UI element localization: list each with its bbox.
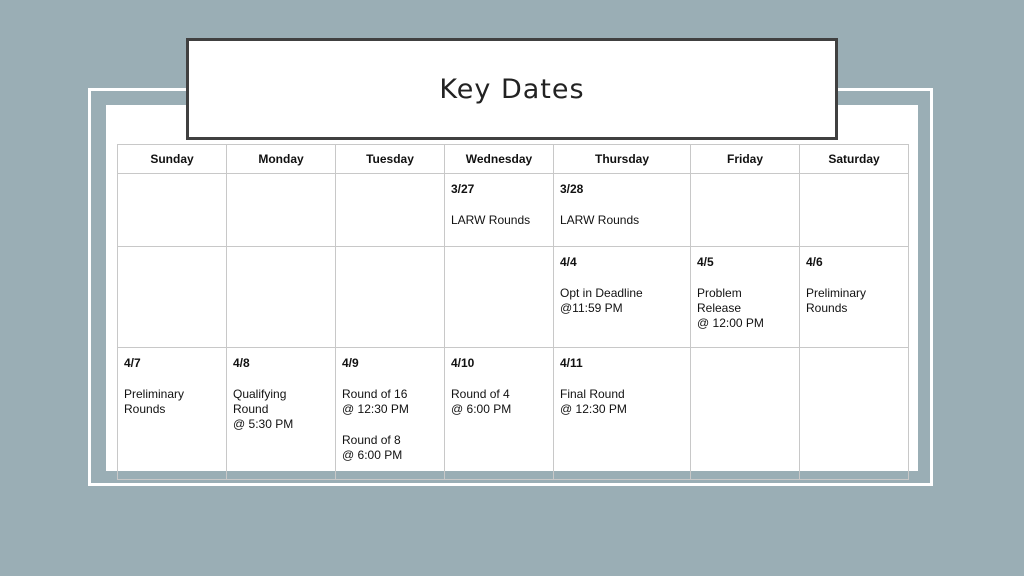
- calendar-date: 4/4: [560, 255, 577, 269]
- calendar-date: 4/5: [697, 255, 714, 269]
- calendar-event: Final Round @ 12:30 PM: [560, 387, 627, 416]
- calendar-day-cell: [118, 348, 227, 480]
- calendar-day-cell: [227, 174, 336, 247]
- calendar-event: Preliminary Rounds: [806, 286, 867, 315]
- calendar-date: 3/28: [560, 182, 584, 196]
- calendar-day-cell: [336, 348, 445, 480]
- calendar-day-cell: [445, 247, 554, 348]
- calendar-day-cell: [554, 348, 691, 480]
- calendar-event: Round of 4 @ 6:00 PM: [451, 387, 512, 416]
- calendar-day-cell: [691, 174, 800, 247]
- calendar-week-row: [118, 348, 909, 480]
- calendar-date: 4/6: [806, 255, 823, 269]
- calendar-event: LARW Rounds: [451, 213, 531, 227]
- day-header-tuesday: Tuesday: [336, 145, 445, 174]
- calendar-date: 3/27: [451, 182, 475, 196]
- calendar-date: 4/8: [233, 356, 250, 370]
- title-box: [186, 38, 838, 140]
- calendar-event: Round of 16 @ 12:30 PM: [342, 387, 409, 416]
- calendar-day-cell: [691, 247, 800, 348]
- calendar-day-cell: [800, 174, 909, 247]
- calendar-event: Problem Release @ 12:00 PM: [697, 286, 764, 330]
- calendar-day-cell: [445, 348, 554, 480]
- day-header-wednesday: Wednesday: [445, 145, 554, 174]
- calendar-day-cell: [118, 174, 227, 247]
- calendar-day-cell: [118, 247, 227, 348]
- day-header-thursday: Thursday: [554, 145, 691, 174]
- calendar-date: 4/9: [342, 356, 359, 370]
- calendar-day-cell: [554, 247, 691, 348]
- day-header-friday: Friday: [691, 145, 800, 174]
- day-header-monday: Monday: [227, 145, 336, 174]
- calendar-event: LARW Rounds: [560, 213, 640, 227]
- calendar-day-cell: [691, 348, 800, 480]
- calendar-week-row: [118, 174, 909, 247]
- calendar-table: [117, 144, 909, 480]
- calendar-date: 4/11: [560, 356, 583, 370]
- slide-title: Key Dates: [439, 73, 585, 105]
- calendar-day-cell: [554, 174, 691, 247]
- calendar-header-row: [118, 145, 909, 174]
- calendar-week-row: [118, 247, 909, 348]
- calendar-day-cell: [336, 247, 445, 348]
- calendar-date: 4/7: [124, 356, 141, 370]
- calendar-event: Preliminary Rounds: [124, 387, 185, 416]
- calendar-day-cell: [445, 174, 554, 247]
- calendar-day-cell: [800, 247, 909, 348]
- calendar-body: [118, 174, 909, 480]
- calendar-day-cell: [227, 247, 336, 348]
- calendar-day-cell: [336, 174, 445, 247]
- day-header-sunday: Sunday: [118, 145, 227, 174]
- calendar-date: 4/10: [451, 356, 475, 370]
- calendar-event: Qualifying Round @ 5:30 PM: [233, 387, 294, 431]
- day-header-saturday: Saturday: [800, 145, 909, 174]
- calendar-day-cell: [800, 348, 909, 480]
- calendar-event: Opt in Deadline @11:59 PM: [560, 286, 643, 315]
- calendar-day-cell: [227, 348, 336, 480]
- calendar-event: Round of 8 @ 6:00 PM: [342, 433, 403, 462]
